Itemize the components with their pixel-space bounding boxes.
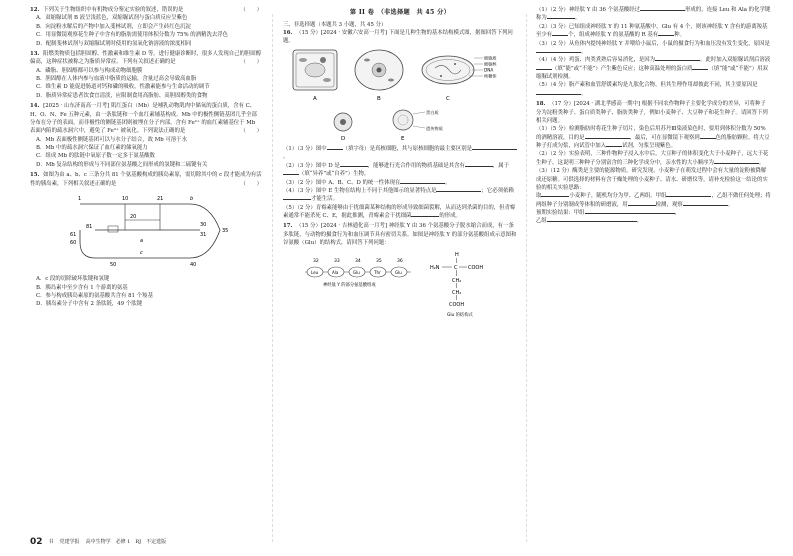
- label-31: 31: [200, 231, 207, 238]
- glu-ch2: CH₂: [452, 277, 462, 284]
- label-35: 35: [222, 227, 229, 234]
- q17-sub4: （4）（4 分）鸡蛋、肉类煮熟后容易消化，是因为 。此时加入双缩脲试剂后溶液（填“能”或“不能”）产生紫色反应；这种高温处理的蛋白质 （填“能”或“不能”）用双缩脲试剂检测。: [536, 57, 771, 80]
- option-d: D．胰岛素分子中含有 2 条肽链，49 个肽键: [36, 301, 143, 308]
- option-c: C．参与构成胰岛素原的氨基酸共含有 81 个羧基: [36, 293, 153, 299]
- residue-glu: Glu: [353, 269, 360, 275]
- option-a: A．双缩脲试剂 B 液呈浅蓝色，双缩脲试剂与蛋白质反应呈紫色: [36, 15, 188, 22]
- answer-blank[interactable]: [585, 209, 630, 214]
- q16-sub1: （1）（3 分）图中 （填字母）是真核细胞，其与原核细胞的最主要区别是。: [283, 145, 517, 162]
- question-12: [30, 6, 262, 48]
- answer-blank[interactable]: [666, 192, 711, 197]
- question-number: 18.: [536, 101, 546, 108]
- answer-blank[interactable]: [547, 14, 575, 19]
- answer-blank[interactable]: [700, 134, 716, 139]
- label-genetic-material: 遗传物质: [426, 125, 443, 131]
- label-1: 1: [78, 195, 82, 202]
- q17-sub5: （5）（4 分）脂产素和血管舒缓素均是九肽化合物，但其生理作用却彼此不同，其主要原因是。: [536, 82, 758, 97]
- q18-sub2: （2）（2 分）实验表明，三种作物种子浸入水中后，大豆种子的体积变化大于小麦种子，远大于花生种子，这说明三种种子分别富含的三种化学成分中，亲水性的大小顺序为 。: [536, 151, 769, 166]
- bacterium-C: [422, 54, 497, 102]
- q18-sub3: （3）（12 分）酶类是主要的能源物质。研究发现，小麦种子在萌发过程中会有大量的淀粉被降解成还原糖。可供选择的材料有含干燥处理的小麦种子、清水、研磨仪等，请补充检验这一结论的实验的相关实验思路：: [536, 168, 768, 191]
- answer-blank[interactable]: [655, 56, 700, 61]
- animal-cell-B: [355, 50, 403, 102]
- answer-paren: （ ）: [240, 59, 262, 66]
- answer-paren: （ ）: [240, 128, 262, 135]
- option-d: D．脂质异常症患者饮食宜清淡，应限制食用高脂肪、高胆固醇类的食物: [36, 92, 208, 99]
- question-stem: （15 分）[2024 · 安徽六安高一月考] 下面是几种生物的基本结构模式图，据图回答下列问题。: [283, 29, 513, 45]
- label-c: c: [140, 249, 143, 256]
- label-C: C: [446, 95, 450, 102]
- answer-paren: （ ）: [240, 180, 262, 187]
- q16-sub4: （4）（3 分）图中 E 生物在结构上不同于其他图示的显著特点是 ；它必须依赖才能生活。: [283, 187, 514, 203]
- answer-blank[interactable]: [628, 201, 656, 206]
- question-stem: 下列关于生物组织中有机物成分鉴定实验的叙述，错误的是: [43, 7, 184, 13]
- proinsulin-diagram: [50, 190, 250, 270]
- label-E: E: [401, 135, 405, 142]
- column-divider: [526, 14, 527, 542]
- chain-caption: 神经肽 Y 的部分氨基酸组成: [323, 282, 376, 288]
- question-17-continued: [536, 6, 771, 98]
- question-number: 14.: [30, 103, 40, 110]
- answer-blank[interactable]: [340, 162, 368, 167]
- label-60: 60: [70, 239, 77, 246]
- column-left: [30, 6, 262, 311]
- residue-number: 32: [313, 258, 319, 264]
- label-b: b: [190, 195, 194, 202]
- question-stem: 如图为由 a、b、c 三条分共 81 个氨基酸构成的胰岛素原，需切除其中的 c 段才能成为有活性的胰岛素，下列相关叙述正确的是: [30, 172, 262, 187]
- answer-blank[interactable]: [283, 170, 299, 175]
- option-d: D．配制斐林试剂与双缩脲试剂时使用的氢氧化钠溶液的浓度相同: [36, 40, 192, 47]
- answer-blank[interactable]: [283, 195, 311, 200]
- answer-blank[interactable]: [536, 48, 581, 53]
- glu-h: H: [455, 251, 459, 258]
- algae-D: [334, 113, 352, 142]
- question-18: [536, 100, 771, 226]
- residue-number: 35: [376, 258, 382, 264]
- q16-sub2: （2）（3 分）图中 D 是 ，能够进行光合作用的物质基础是其含有 ，属于（填“异养”或“自养”）生物。: [283, 162, 509, 178]
- question-stem: （15 分）[2024 · 吉林通化高一月考] 神经肽 Y 由 36 个氨基酸分子脱水缩合而成，有一条多肽链，与动物的摄食行为和血压调节具有密切关系。如图是神经肽 Y 的部分氨基酸组成示意图和谷氨酸（Glu）的结构式，请回答下列问题：: [283, 223, 517, 247]
- page-number: 02: [30, 537, 43, 548]
- label-61: 61: [70, 231, 77, 238]
- question-16: [283, 29, 517, 221]
- label-50: 50: [110, 261, 117, 268]
- label-81: 81: [86, 223, 93, 230]
- option-a: A．Mb 表面极性侧链基团可以与水分子结合，故 Mb 可溶于水: [36, 136, 187, 143]
- question-number: 17.: [283, 223, 293, 230]
- label-40: 40: [190, 261, 197, 268]
- glu-carboxyl: COOH: [468, 264, 484, 271]
- question-number: 16.: [283, 29, 293, 36]
- label-D: D: [341, 135, 346, 142]
- q17-sub2: （2）（3 分）已知组成神经肽 Y 的 11 种氨基酸中，Glu 有 4 个，则该神经肽 Y 含有的游离羧基至少有 个，组成神经肽 Y 的氨基酸的 R 基有 种。: [536, 23, 768, 39]
- question-14: [30, 102, 262, 169]
- answer-blank[interactable]: [547, 217, 592, 222]
- answer-blank[interactable]: [630, 209, 675, 214]
- label-cytoplasm: 细胞质: [484, 55, 497, 61]
- option-c: C．组成 Mb 的肽链中氧原子数一定多于氨基酸数: [36, 153, 155, 160]
- answer-blank[interactable]: [592, 217, 637, 222]
- label-B: B: [377, 95, 381, 102]
- option-d: D．Mb 复杂结构的形成与不同部位氨基酸之间形成的氢键和二硫键有关: [36, 161, 208, 168]
- question-stem: （17 分）[2024 · 湖北孝感高一期中] 根据不同农作物种子主要化学成分的差异，可将种子分为淀粉类种子、蛋白质类种子、脂肪类种子，例如小麦种子、大豆种子和花生种子。请回答下列相关问题。: [536, 101, 768, 124]
- virus-E: [393, 109, 444, 142]
- label-nucleus: 细胞核: [484, 61, 497, 67]
- question-17: [283, 222, 517, 323]
- residue-thr: Thr: [374, 269, 381, 275]
- answer-blank[interactable]: [536, 90, 581, 95]
- question-13: [30, 50, 262, 100]
- answer-blank[interactable]: [536, 65, 552, 70]
- option-c: C．维生素 D 能促进肠道对钙和磷的吸收，性激素能参与生命活动的调节: [36, 84, 210, 91]
- residue-number: 34: [355, 258, 361, 264]
- footer-brand: 党建学报: [59, 539, 80, 546]
- question-number: 13.: [30, 50, 40, 57]
- q17-sub1: （1）（2 分）神经肽 Y 由 36 个氨基酸经过 形成的，连接 Leu 和 Ala 的化学键称为 。: [536, 7, 771, 22]
- answer-blank[interactable]: [400, 179, 445, 184]
- residue-leu: Leu: [311, 269, 319, 275]
- label-20: 20: [130, 213, 137, 220]
- q17-sub3: （3）（2 分）从鱼体内提纯神经肽 Y 并喂给小鼠后，小鼠的摄食行为和血压没有发生变化，原因是。: [536, 40, 770, 55]
- answer-blank[interactable]: [692, 65, 708, 70]
- q16-sub5: （5）（2 分）育霉素能够由于扰细菌某种结构的形成导致细菌裂解，从而达到杀菌的目的，但青霉素通常不能杀死 C、E，据此推测，青霉素会干扰细菌 的形成。: [283, 204, 516, 220]
- answer-blank[interactable]: [411, 212, 439, 217]
- option-c: C．用显微镜观察花生种子中含有的脂肪需使用体积分数为 75% 的酒精洗去浮色: [36, 32, 229, 39]
- glu-amino: H₂N: [430, 264, 440, 271]
- label-A: A: [313, 95, 317, 102]
- answer-blank[interactable]: [585, 134, 630, 139]
- label-protein: 蛋白质: [426, 109, 439, 115]
- option-a: A．磷脂、胆固醇都可以参与构成动物细胞膜: [36, 67, 143, 74]
- question-15: [30, 171, 262, 309]
- q16-sub3: （3）（2 分）图中 A、B、C、D 的统一性体现在 。: [283, 179, 451, 186]
- residue-number: 36: [397, 258, 403, 264]
- column-divider: [272, 14, 273, 542]
- question-number: 15.: [30, 172, 40, 179]
- section-note: 三、非选择题（本题共 3 小题，共 45 分）: [283, 21, 387, 28]
- glu-alpha-c: C: [454, 264, 458, 271]
- answer-blank[interactable]: [465, 162, 493, 167]
- answer-paren: （ ）: [240, 7, 262, 13]
- question-number: 12.: [30, 7, 40, 13]
- footer-course: 高中生物学 必修 1 RJ 不定选版: [85, 539, 167, 546]
- option-b: B．胰岛素中至少含有 1 个游离的氨基: [36, 284, 128, 291]
- option-b: B．向淀粉水解后的产物中加入斐林试剂，立即会产生砖红色沉淀: [36, 23, 191, 30]
- label-ribosome: 核糖体: [484, 73, 497, 79]
- answer-blank[interactable]: [683, 201, 728, 206]
- option-b: B．Mb 中的疏水洞穴保证了血红素的储氧能力: [36, 145, 148, 151]
- residue-glu: Glu: [395, 269, 402, 275]
- q18-expected-b: 乙组 。: [536, 218, 643, 225]
- glu-side-carboxyl: COOH: [449, 301, 465, 308]
- residue-ala: Ala: [332, 269, 339, 275]
- peptide-figure: [283, 248, 517, 320]
- answer-blank[interactable]: [436, 187, 481, 192]
- answer-blank[interactable]: [327, 145, 343, 150]
- page-footer: [30, 536, 166, 550]
- q18-sub3-steps: 取 小麦种子，随机均分为甲、乙两组。甲组 ，乙组不做任何处理；将两组种子分别制成等体积的研磨液，用 检测，观察 。: [536, 193, 771, 208]
- glutamate-structure: [430, 252, 483, 318]
- label-a: a: [140, 237, 144, 244]
- column-middle: [283, 6, 517, 325]
- label-dna: DNA: [484, 67, 494, 73]
- q18-sub1: （1）（5 分）检测脂肪时将花生种子切片，染色后用苏丹Ⅲ染液染色时，要用到体积分数为 50% 的酒精溶液，目的是 ，最后，可在显微镜下观察到 色的脂肪颗粒。将大豆种子打成匀浆，向试管中加入 试剂，匀浆呈现紫色。: [536, 126, 770, 149]
- question-stem: 阳燃类物质包括胆固醇、性激素和维生素 D 等。进行健康诊断时，很多人发现自己的胆固醇偏高，这种症状被称之为脂质异常症。下列有关叙述正确的是: [30, 50, 262, 66]
- glu-ch2: CH₂: [452, 289, 462, 296]
- q18-expected-a: 预期实验结果：甲组 ，: [536, 210, 680, 216]
- section-title: 第 II 卷 （非选择题 共 45 分）: [349, 9, 451, 16]
- column-right: [536, 6, 771, 228]
- answer-blank[interactable]: [714, 159, 759, 164]
- label-21: 21: [157, 195, 164, 202]
- answer-blank[interactable]: [472, 145, 517, 150]
- cell-structure-figure: [283, 46, 517, 142]
- answer-blank[interactable]: [541, 192, 569, 197]
- residue-number: 33: [334, 258, 340, 264]
- answer-blank[interactable]: [552, 31, 568, 36]
- option-b: B．胆固醇在人体内参与血液中脂质的运输，含量过高会导致高血脂: [36, 76, 197, 82]
- neuropeptide-chain: [305, 258, 411, 288]
- option-a: A．c 段的切除破坏肽键和氢键: [36, 276, 110, 283]
- answer-blank[interactable]: [606, 142, 622, 147]
- answer-blank[interactable]: [658, 31, 674, 36]
- glu-caption: Glu 的结构式: [447, 312, 473, 318]
- answer-blank[interactable]: [640, 6, 685, 11]
- footer-label: 书: [48, 539, 54, 546]
- label-10: 10: [122, 195, 129, 202]
- question-stem: [2025 · 山东济南高一月考] 肌红蛋白（Mb）是哺乳动物肌肉中储氧的蛋白质，含有 C、H、O、N、Fe 五种元素，由一条肽链和一个血红素辅基构成。Mb 中的极性侧链基团几乎全部分布在分子的表面，而非极性的侧链基团则被埋在分子内部。含有 Fe²⁺ 的血红素辅基位于 Mb 表面内陷的疏水洞穴中，避免了 Fe²⁺ 被氧化。下列说法正确的是: [30, 103, 257, 135]
- label-30: 30: [200, 221, 207, 228]
- plant-cell-A: [293, 50, 337, 102]
